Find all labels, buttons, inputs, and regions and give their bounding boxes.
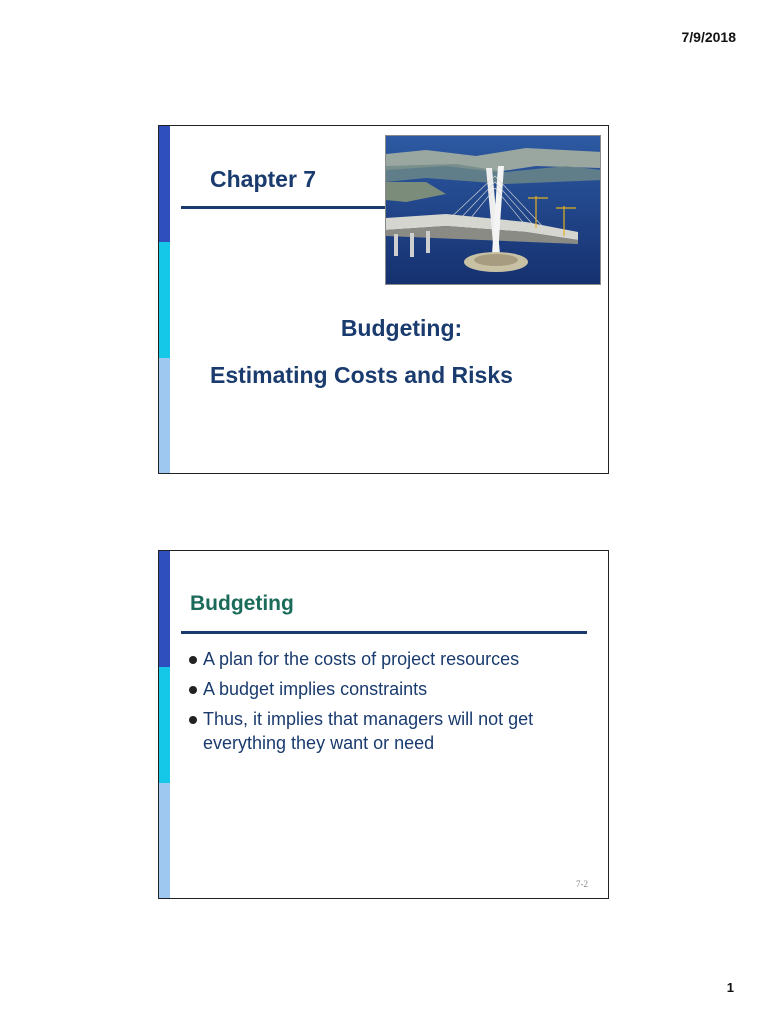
slide-1-subtitle-line-1: Budgeting:	[340, 315, 463, 341]
bullet-list	[189, 647, 589, 761]
list-item	[189, 707, 589, 755]
bullet-text: A budget implies constraints	[203, 679, 428, 699]
slide-1-side-bar	[159, 126, 170, 473]
bullet-dot-icon	[189, 716, 197, 724]
slide-number: 7-2	[576, 879, 588, 889]
slide-1	[158, 125, 609, 474]
heading-underline	[181, 631, 587, 634]
bullet-dot-icon	[189, 656, 197, 664]
bullet-dot-icon	[189, 686, 197, 694]
slide-2-heading: Budgeting	[190, 592, 294, 615]
page-number: 1	[726, 980, 734, 995]
bullet-text: A plan for the costs of project resources	[203, 649, 520, 669]
slide-1-subtitle-line-2: Estimating Costs and Risks	[210, 362, 513, 388]
slide-2	[158, 550, 609, 899]
chapter-title: Chapter 7	[210, 166, 317, 192]
title-underline	[181, 206, 386, 209]
list-item	[189, 677, 589, 701]
list-item	[189, 647, 589, 671]
slide-2-side-bar	[159, 551, 170, 898]
bridge-photo	[385, 135, 601, 285]
bullet-text: Thus, it implies that managers will not get everything they want or need	[203, 709, 534, 753]
page-date: 7/9/2018	[681, 29, 736, 45]
